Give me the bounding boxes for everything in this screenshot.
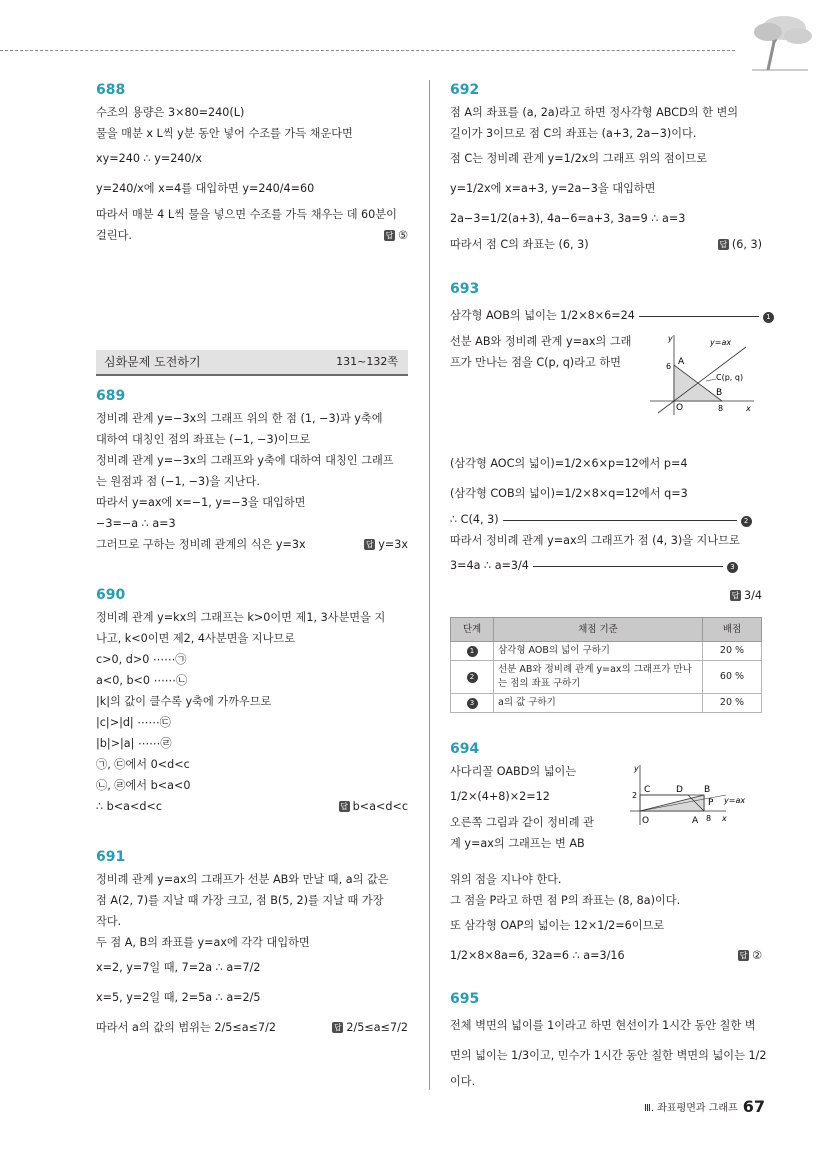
graph-region <box>450 331 762 449</box>
table-header: 채점 기준 <box>494 618 703 642</box>
solution-line: 3=4a ∴ a=3/4 3 <box>450 551 762 581</box>
problem-694 <box>450 739 762 971</box>
table-cell: 선분 AB와 정비례 관계 y=ax의 그래프가 만나는 점의 좌표 구하기 <box>494 661 703 694</box>
problem-number: 689 <box>96 388 126 404</box>
point-label-a: A <box>692 816 699 826</box>
solution-line: ㉠, ㉢에서 0<d<c <box>96 758 190 771</box>
solution-line: 1/2×8×8a=6, 32a=6 ∴ a=3/16 답 ② <box>450 941 762 971</box>
table-row <box>451 694 762 713</box>
line-label: y=ax <box>710 338 732 347</box>
solution-line: 작다. <box>96 915 122 928</box>
solution-line: |k|의 값이 클수록 y축에 가까우므로 <box>96 695 272 708</box>
problem-number: 695 <box>450 991 480 1007</box>
solution-line: 길이가 3이므로 점 C의 좌표는 (a+3, 2a−3)이다. <box>450 127 697 140</box>
solution-line: 정비례 관계 y=kx의 그래프는 k>0이면 제1, 3사분면을 지 <box>96 611 386 624</box>
point-label-b: B <box>716 388 723 398</box>
solution-line: 또 삼각형 OAP의 넓이는 12×1/2=6이므로 <box>450 919 665 932</box>
point-label-a: A <box>678 357 685 367</box>
axis-label-y: y <box>668 334 673 343</box>
solution-line: 삼각형 AOB의 넓이는 1/2×8×6=24 1 <box>450 301 762 331</box>
left-column <box>96 80 408 1043</box>
solution-line: y=1/2x에 x=a+3, y=2a−3을 대입하면 <box>450 182 656 195</box>
tick-label-8: 8 <box>706 814 712 823</box>
solution-line: 걸린다. 답 ⑤ <box>96 225 408 246</box>
tree-illustration <box>738 12 816 72</box>
problem-number: 694 <box>450 741 480 757</box>
answer-badge: 답 <box>365 540 374 549</box>
answer: 답 ② <box>739 949 762 962</box>
table-row <box>451 661 762 694</box>
problem-number: 692 <box>450 82 480 98</box>
solution-line: 1/2×(4+8)×2=12 <box>450 790 550 803</box>
problem-692 <box>450 80 762 255</box>
solution-line: ∴ C(4, 3) 2 <box>450 509 762 530</box>
axis-label-x: x <box>722 814 727 823</box>
solution-line: 두 점 A, B의 좌표를 y=ax에 각각 대입하면 <box>96 936 310 949</box>
origin-label: O <box>642 816 650 826</box>
line-label: y=ax <box>724 796 746 805</box>
answer: 답 2/5≤a≤7/2 <box>334 1021 408 1034</box>
point-label-b: B <box>704 785 711 795</box>
solution-line: 수조의 용량은 3×80=240(L) <box>96 106 245 119</box>
table-cell: 삼각형 AOB의 넓이 구하기 <box>494 642 703 661</box>
solution-line: 점 A의 좌표를 (a, 2a)라고 하면 정사각형 ABCD의 한 변의 <box>450 106 739 119</box>
solution-line: 점 A(2, 7)를 지날 때 가장 크고, 점 B(5, 2)를 지날 때 가장 <box>96 894 384 907</box>
solution-line: (삼각형 AOC의 넓이)=1/2×6×p=12에서 p=4 <box>450 457 688 470</box>
answer: 답 3/4 <box>731 589 762 602</box>
solution-line: 정비례 관계 y=−3x의 그래프 위의 한 점 (1, −3)과 y축에 <box>96 412 383 425</box>
trapezoid-graph <box>626 761 762 837</box>
answer: 답 b<a<d<c <box>340 800 408 813</box>
solution-line: 선분 AB와 정비례 관계 y=ax의 그래 <box>450 335 632 348</box>
problem-number: 690 <box>96 587 126 603</box>
tick-label-8: 8 <box>718 404 724 413</box>
step-marker: 1 <box>467 646 478 657</box>
step-marker: 3 <box>727 562 738 573</box>
solution-line: xy=240 ∴ y=240/x <box>96 152 202 165</box>
table-header-row <box>451 618 762 642</box>
column-divider <box>429 80 430 1090</box>
solution-line: 정비례 관계 y=−3x의 그래프와 y축에 대하여 대칭인 그래프 <box>96 454 394 467</box>
problem-690 <box>96 585 408 817</box>
solution-line: |c|>|d| ⋯⋯㉢ <box>96 716 171 729</box>
solution-line: 그 점을 P라고 하면 점 P의 좌표는 (8, 8a)이다. <box>450 894 681 907</box>
solution-line: ∴ b<a<d<c 답 b<a<d<c <box>96 796 408 817</box>
section-pages: 131~132쪽 <box>336 355 398 368</box>
answer-badge: 답 <box>731 591 740 600</box>
solution-line: 그러므로 구하는 정비례 관계의 식은 y=3x 답 y=3x <box>96 534 408 555</box>
table-cell: a의 값 구하기 <box>494 694 703 713</box>
problem-695 <box>450 989 767 1092</box>
solution-line: 위의 점을 지나야 한다. <box>450 873 562 886</box>
section-title: 심화문제 도전하기 <box>104 355 201 369</box>
tick-label-6: 6 <box>666 362 672 371</box>
solution-line: 정비례 관계 y=ax의 그래프가 선분 AB와 만날 때, a의 값은 <box>96 873 389 886</box>
table-cell: 20 % <box>703 642 762 661</box>
point-label-d: D <box>676 785 683 795</box>
answer: 답 (6, 3) <box>719 238 762 251</box>
table-row <box>451 642 762 661</box>
solution-line: y=240/x에 x=4를 대입하면 y=240/4=60 <box>96 182 315 195</box>
right-column <box>450 80 771 1092</box>
solution-line: 물을 매분 x L씩 y분 동안 넣어 수조를 가득 채운다면 <box>96 127 353 140</box>
solution-line: 사다리꼴 OABD의 넓이는 <box>450 765 577 778</box>
solution-line: 계 y=ax의 그래프는 변 AB <box>450 837 585 850</box>
axis-label-y: y <box>634 764 639 773</box>
solution-line: 따라서 매분 4 L씩 물을 넣으면 수조를 가득 채우는 데 60분이 <box>96 208 397 221</box>
solution-line: x=5, y=2일 때, 2=5a ∴ a=2/5 <box>96 991 261 1004</box>
solution-line: 따라서 정비례 관계 y=ax의 그래프가 점 (4, 3)을 지나므로 <box>450 534 740 547</box>
answer-badge: 답 <box>334 1023 342 1032</box>
table-header: 단계 <box>451 618 494 642</box>
tick-label-2: 2 <box>632 791 638 800</box>
page-footer <box>644 1097 765 1116</box>
solution-line: 이다. <box>450 1075 476 1088</box>
solution-line: ㉡, ㉣에서 b<a<0 <box>96 779 191 792</box>
point-label-c: C <box>644 785 651 795</box>
solution-line: c>0, d>0 ⋯⋯㉠ <box>96 653 187 666</box>
solution-line: 면의 넓이는 1/3이고, 민수가 1시간 동안 칠한 벽면의 넓이는 1/2 <box>450 1049 767 1062</box>
solution-line: 전체 벽면의 넓이를 1이라고 하면 현선이가 1시간 동안 칠한 벽 <box>450 1019 756 1032</box>
solution-line: |b|>|a| ⋯⋯㉣ <box>96 737 172 750</box>
axis-label-x: x <box>746 404 751 413</box>
point-label-c: C(p, q) <box>716 373 744 382</box>
solution-line: 대하여 대칭인 점의 좌표는 (−1, −3)이므로 <box>96 433 311 446</box>
answer: 답 ⑤ <box>385 229 408 242</box>
solution-line: 따라서 점 C의 좌표는 (6, 3) 답 (6, 3) <box>450 234 762 255</box>
step-marker: 1 <box>763 312 774 323</box>
page-number: 67 <box>742 1097 765 1116</box>
solution-line: (삼각형 COB의 넓이)=1/2×8×q=12에서 q=3 <box>450 487 688 500</box>
solution-line: 오른쪽 그림과 같이 정비례 관 <box>450 816 594 829</box>
answer-badge: 답 <box>719 240 728 249</box>
solution-line: −3=−a ∴ a=3 <box>96 517 176 530</box>
problem-689 <box>96 386 408 555</box>
section-header-challenge <box>96 350 408 376</box>
problem-691 <box>96 847 408 1043</box>
solution-line: 나고, k<0이면 제2, 4사분면을 지나므로 <box>96 632 296 645</box>
solution-line: 따라서 a의 값의 범위는 2/5≤a≤7/2 답 2/5≤a≤7/2 <box>96 1013 408 1043</box>
answer-badge: 답 <box>385 231 394 240</box>
point-label-p: P <box>708 798 714 808</box>
origin-label: O <box>676 403 684 413</box>
top-dashed-rule <box>0 50 735 51</box>
solution-line: 는 원점과 점 (−1, −3)을 지난다. <box>96 475 260 488</box>
triangle-graph <box>646 331 762 415</box>
step-marker: 2 <box>741 516 752 527</box>
problem-number: 693 <box>450 281 480 297</box>
step-marker: 3 <box>467 698 478 709</box>
step-marker: 2 <box>467 672 478 683</box>
problem-693 <box>450 279 771 713</box>
solution-line: 프가 만나는 점을 C(p, q)라고 하면 <box>450 356 621 369</box>
graph-region <box>450 761 762 869</box>
table-cell: 20 % <box>703 694 762 713</box>
solution-line: x=2, y=7일 때, 7=2a ∴ a=7/2 <box>96 961 261 974</box>
answer-badge: 답 <box>739 951 748 960</box>
table-cell: 60 % <box>703 661 762 694</box>
solution-line: a<0, b<0 ⋯⋯㉡ <box>96 674 188 687</box>
answer: 답 y=3x <box>365 538 408 551</box>
solution-line: 따라서 y=ax에 x=−1, y=−3을 대입하면 <box>96 496 306 509</box>
solution-line: 점 C는 정비례 관계 y=1/2x의 그래프 위의 점이므로 <box>450 152 708 165</box>
answer-badge: 답 <box>340 802 349 811</box>
table-header: 배점 <box>703 618 762 642</box>
problem-number: 691 <box>96 849 126 865</box>
scoring-table <box>450 617 762 713</box>
problem-number: 688 <box>96 82 126 98</box>
chapter-title: Ⅲ. 좌표평면과 그래프 <box>644 1103 738 1114</box>
problem-688 <box>96 80 408 246</box>
solution-line: 2a−3=1/2(a+3), 4a−6=a+3, 3a=9 ∴ a=3 <box>450 212 686 225</box>
